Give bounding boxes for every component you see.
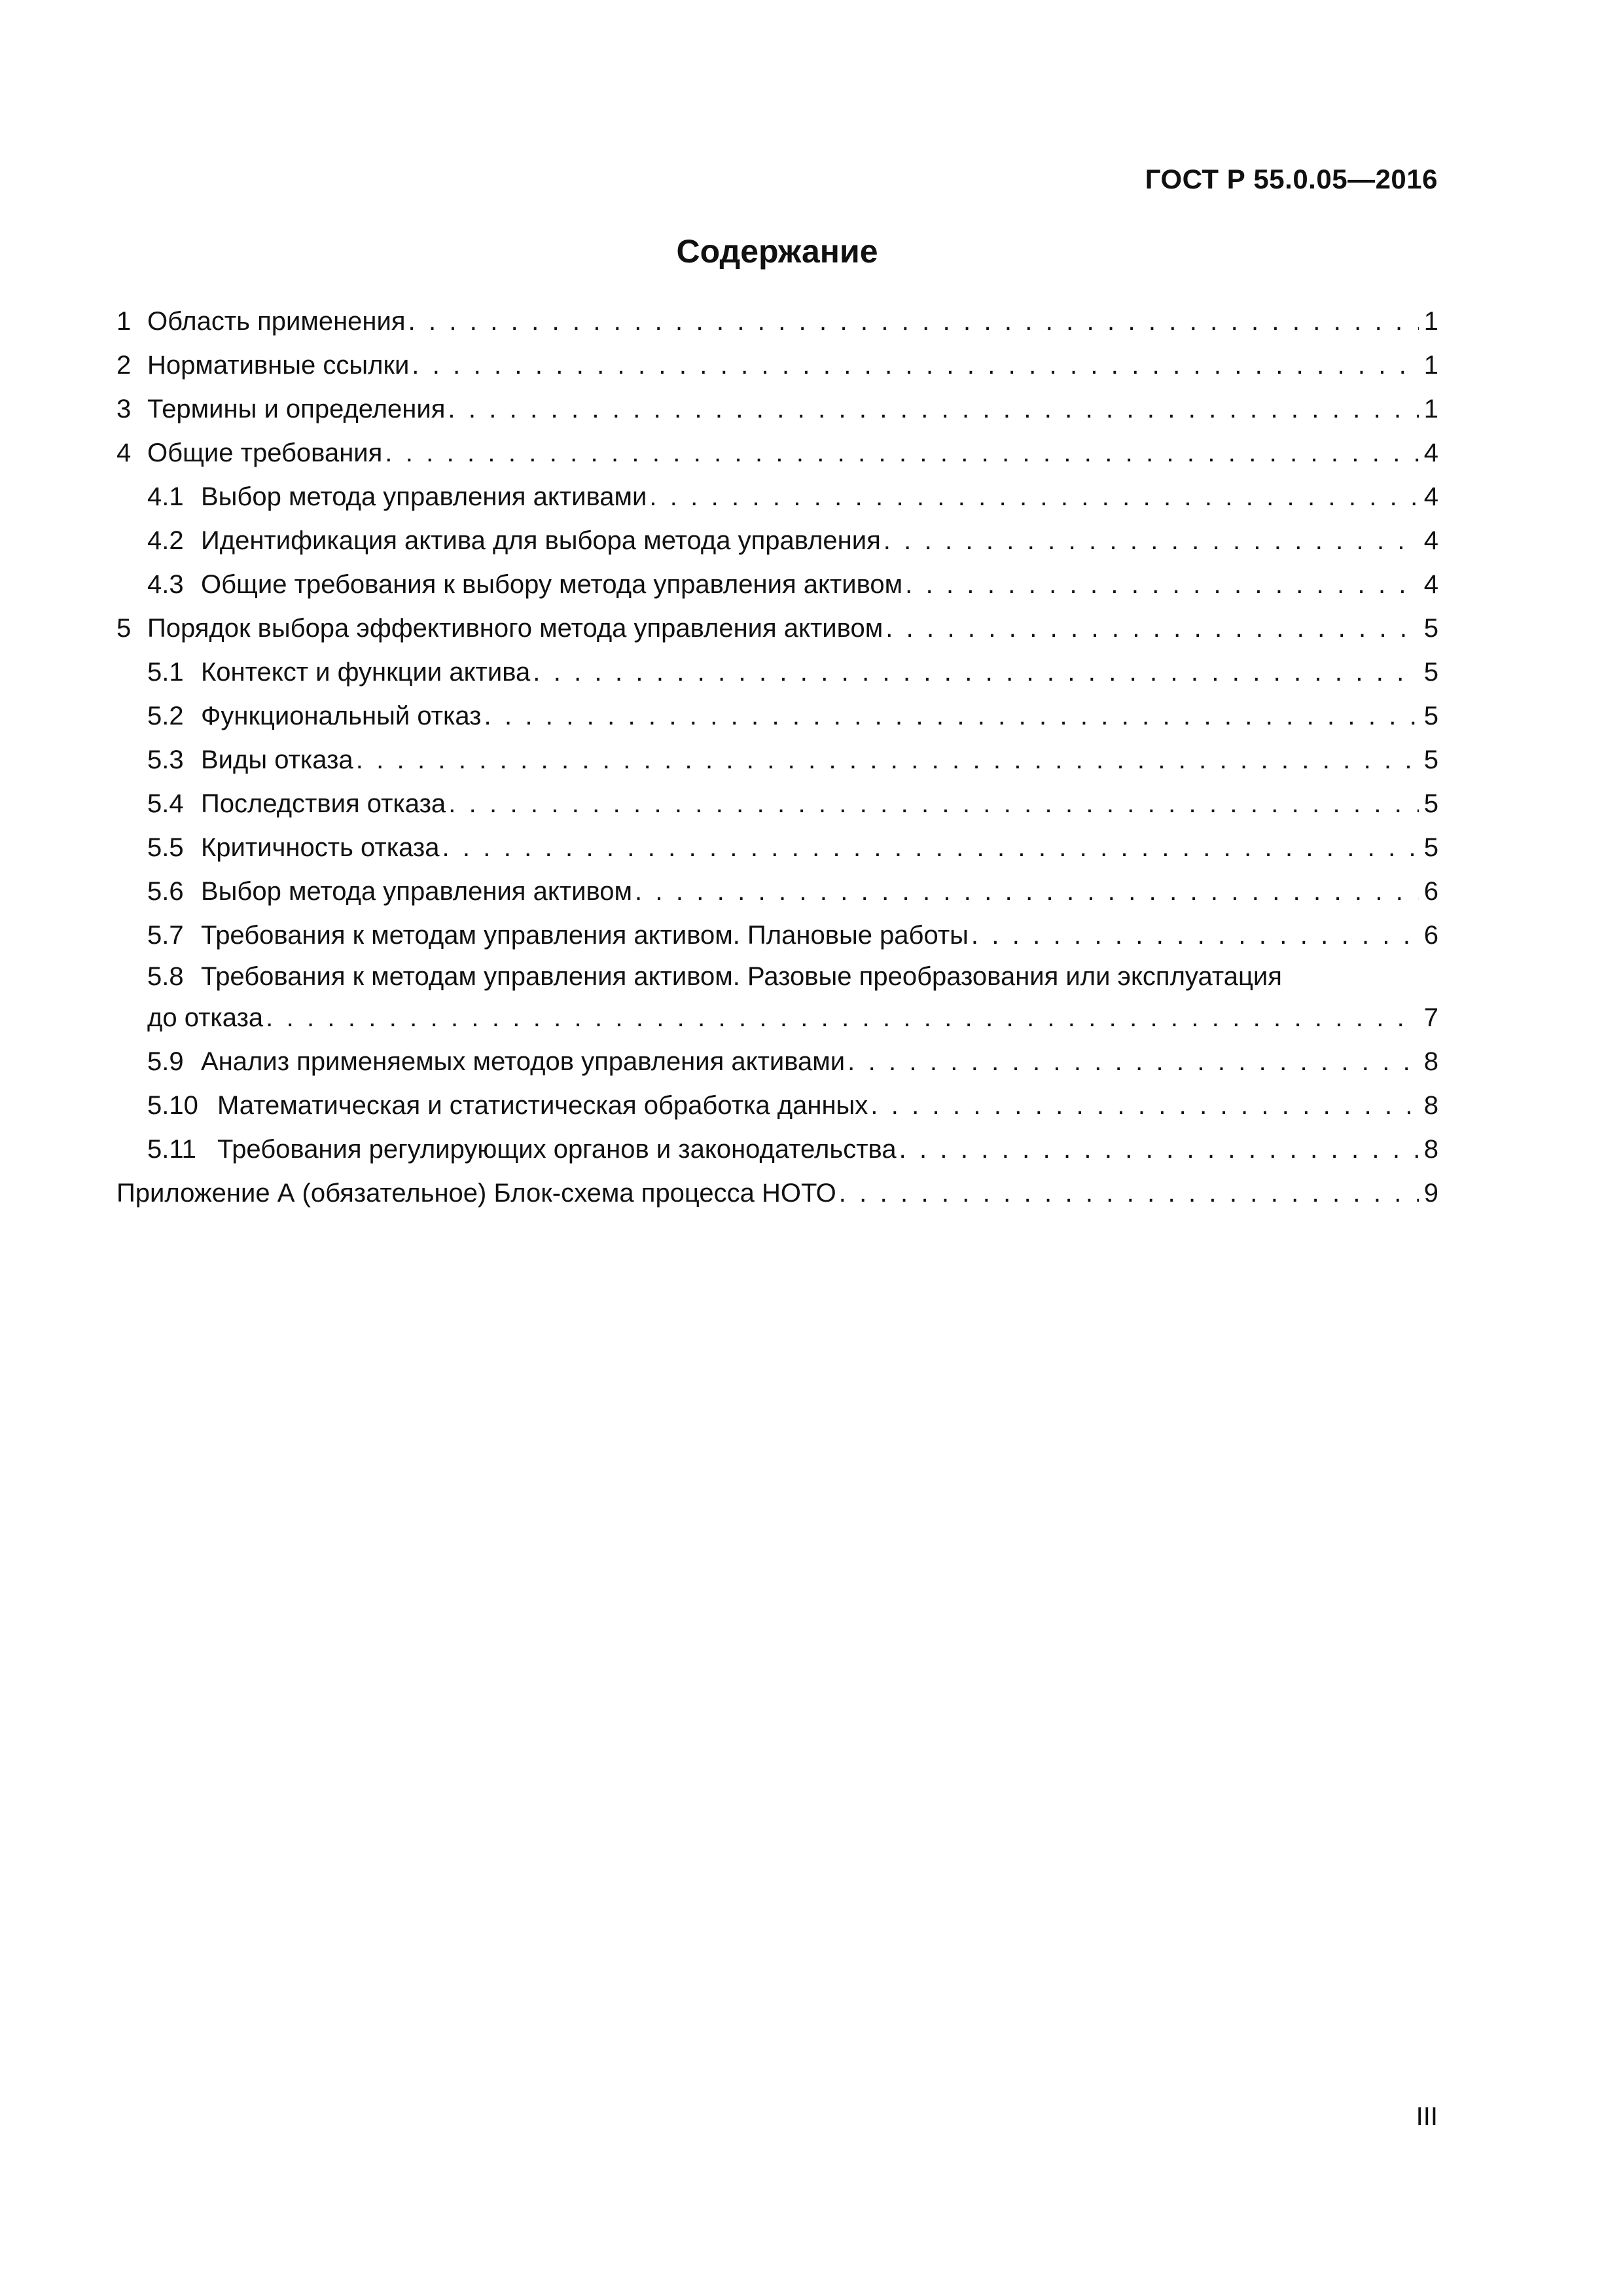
toc-entry-label: Контекст и функции актива — [201, 658, 531, 687]
toc-entry-page: 8 — [1423, 1091, 1438, 1120]
toc-entry-label: Последствия отказа — [201, 789, 446, 818]
toc-dot-leader — [266, 996, 1419, 1040]
toc-entry-number: 5.11 — [147, 1135, 196, 1164]
toc-entry[interactable] — [116, 1128, 1438, 1172]
toc-entry-number: 5.1 — [147, 658, 184, 687]
toc-entry-number: 5.3 — [147, 745, 184, 774]
toc-entry-label-continuation: до отказа — [147, 1003, 264, 1032]
toc-dot-leader — [442, 826, 1419, 870]
toc-dot-leader — [412, 344, 1419, 387]
toc-entry-number: 5.5 — [147, 833, 184, 862]
toc-entry[interactable] — [116, 914, 1438, 958]
toc-entry[interactable] — [116, 826, 1438, 870]
toc-dot-leader — [356, 738, 1419, 782]
toc-entry-label: Приложение А (обязательное) Блок-схема процесса НОТО — [116, 1179, 836, 1208]
toc-entry[interactable] — [116, 519, 1438, 563]
toc-entry-label: Порядок выбора эффективного метода управления активом — [147, 614, 883, 643]
toc-entry-number: 2 — [116, 351, 132, 380]
toc-entry-number: 5 — [116, 614, 132, 643]
toc-entry[interactable] — [116, 563, 1438, 607]
toc-dot-leader — [905, 563, 1419, 607]
table-of-contents — [116, 300, 1438, 1215]
toc-entry-number: 3 — [116, 395, 132, 423]
toc-entry[interactable] — [116, 607, 1438, 651]
toc-entry[interactable] — [116, 694, 1438, 738]
toc-entry-page: 5 — [1423, 789, 1438, 818]
toc-entry-page: 4 — [1423, 482, 1438, 511]
toc-entry-page: 4 — [1423, 439, 1438, 467]
toc-entry[interactable] — [116, 782, 1438, 826]
toc-entry[interactable] — [116, 387, 1438, 431]
toc-entry-number: 5.4 — [147, 789, 184, 818]
toc-entry-label: Общие требования к выбору метода управления активом — [201, 570, 903, 599]
toc-entry-page: 8 — [1423, 1047, 1438, 1076]
toc-entry-page: 6 — [1423, 877, 1438, 906]
toc-entry[interactable] — [116, 300, 1438, 344]
toc-entry-label: Требования к методам управления активом. Плановые работы — [201, 921, 969, 950]
toc-entry-label: Критичность отказа — [201, 833, 440, 862]
toc-entry-page: 5 — [1423, 833, 1438, 862]
toc-entry-page: 5 — [1423, 658, 1438, 687]
toc-entry[interactable] — [116, 475, 1438, 519]
toc-entry-page: 5 — [1423, 702, 1438, 730]
toc-entry-label: Идентификация актива для выбора метода управления — [201, 526, 881, 555]
toc-entry-page: 1 — [1423, 351, 1438, 380]
toc-entry[interactable] — [116, 870, 1438, 914]
toc-entry-page: 5 — [1423, 745, 1438, 774]
toc-entry-label: Термины и определения — [147, 395, 446, 423]
toc-entry-label: Нормативные ссылки — [147, 351, 410, 380]
toc-entry-label: Анализ применяемых методов управления активами — [201, 1047, 846, 1076]
toc-entry-page: 8 — [1423, 1135, 1438, 1164]
toc-dot-leader — [533, 651, 1419, 694]
toc-dot-leader — [971, 914, 1419, 958]
toc-entry-number: 5.6 — [147, 877, 184, 906]
toc-dot-leader — [847, 1040, 1419, 1084]
toc-entry[interactable] — [116, 1040, 1438, 1084]
toc-entry-label: Виды отказа — [201, 745, 353, 774]
toc-entry-number: 4 — [116, 439, 132, 467]
toc-entry-page: 9 — [1423, 1179, 1438, 1208]
toc-dot-leader — [649, 475, 1419, 519]
toc-entry-number: 5.7 — [147, 921, 184, 950]
toc-entry-page: 1 — [1423, 395, 1438, 423]
toc-dot-leader — [839, 1172, 1419, 1215]
toc-dot-leader — [885, 607, 1419, 651]
toc-entry[interactable] — [116, 431, 1438, 475]
toc-entry[interactable] — [116, 651, 1438, 694]
toc-entry-label: Требования регулирующих органов и законодательства — [217, 1135, 897, 1164]
toc-dot-leader — [448, 782, 1419, 826]
toc-entry-label: Выбор метода управления активами — [201, 482, 647, 511]
page-number: III — [1416, 2102, 1438, 2131]
toc-entry-page: 4 — [1423, 526, 1438, 555]
toc-dot-leader — [870, 1084, 1419, 1128]
toc-entry-appendix[interactable] — [116, 1172, 1438, 1215]
toc-entry-page: 1 — [1423, 307, 1438, 336]
toc-entry-page: 7 — [1423, 1003, 1438, 1032]
toc-entry-number: 5.9 — [147, 1047, 184, 1076]
toc-dot-leader — [484, 694, 1419, 738]
toc-dot-leader — [448, 387, 1419, 431]
toc-entry-page: 6 — [1423, 921, 1438, 950]
toc-entry[interactable] — [116, 958, 1438, 996]
toc-dot-leader — [899, 1128, 1419, 1172]
toc-entry-number: 4.3 — [147, 570, 184, 599]
document-code: ГОСТ Р 55.0.05—2016 — [1145, 164, 1438, 194]
toc-entry[interactable] — [116, 738, 1438, 782]
toc-title: Содержание — [676, 233, 878, 270]
toc-dot-leader — [883, 519, 1419, 563]
toc-entry-number: 5.10 — [147, 1091, 198, 1120]
toc-dot-leader — [385, 431, 1419, 475]
toc-entry-page: 5 — [1423, 614, 1438, 643]
toc-entry-number: 4.1 — [147, 482, 184, 511]
toc-entry-number: 5.2 — [147, 702, 184, 730]
toc-dot-leader — [408, 300, 1419, 344]
toc-entry-number: 1 — [116, 307, 132, 336]
toc-entry-label: Математическая и статистическая обработка данных — [217, 1091, 868, 1120]
toc-entry-label: Требования к методам управления активом. Разовые преобразования или эксплуатация — [201, 962, 1282, 991]
toc-entry-label: Общие требования — [147, 439, 383, 467]
toc-entry[interactable] — [116, 344, 1438, 387]
toc-entry-page: 4 — [1423, 570, 1438, 599]
toc-dot-leader — [635, 870, 1419, 914]
toc-entry-continuation[interactable] — [116, 996, 1438, 1040]
toc-entry-label: Область применения — [147, 307, 406, 336]
toc-entry-number: 5.8 — [147, 962, 184, 991]
toc-entry-number: 4.2 — [147, 526, 184, 555]
toc-entry-label: Функциональный отказ — [201, 702, 482, 730]
toc-entry[interactable] — [116, 1084, 1438, 1128]
toc-entry-label: Выбор метода управления активом — [201, 877, 632, 906]
